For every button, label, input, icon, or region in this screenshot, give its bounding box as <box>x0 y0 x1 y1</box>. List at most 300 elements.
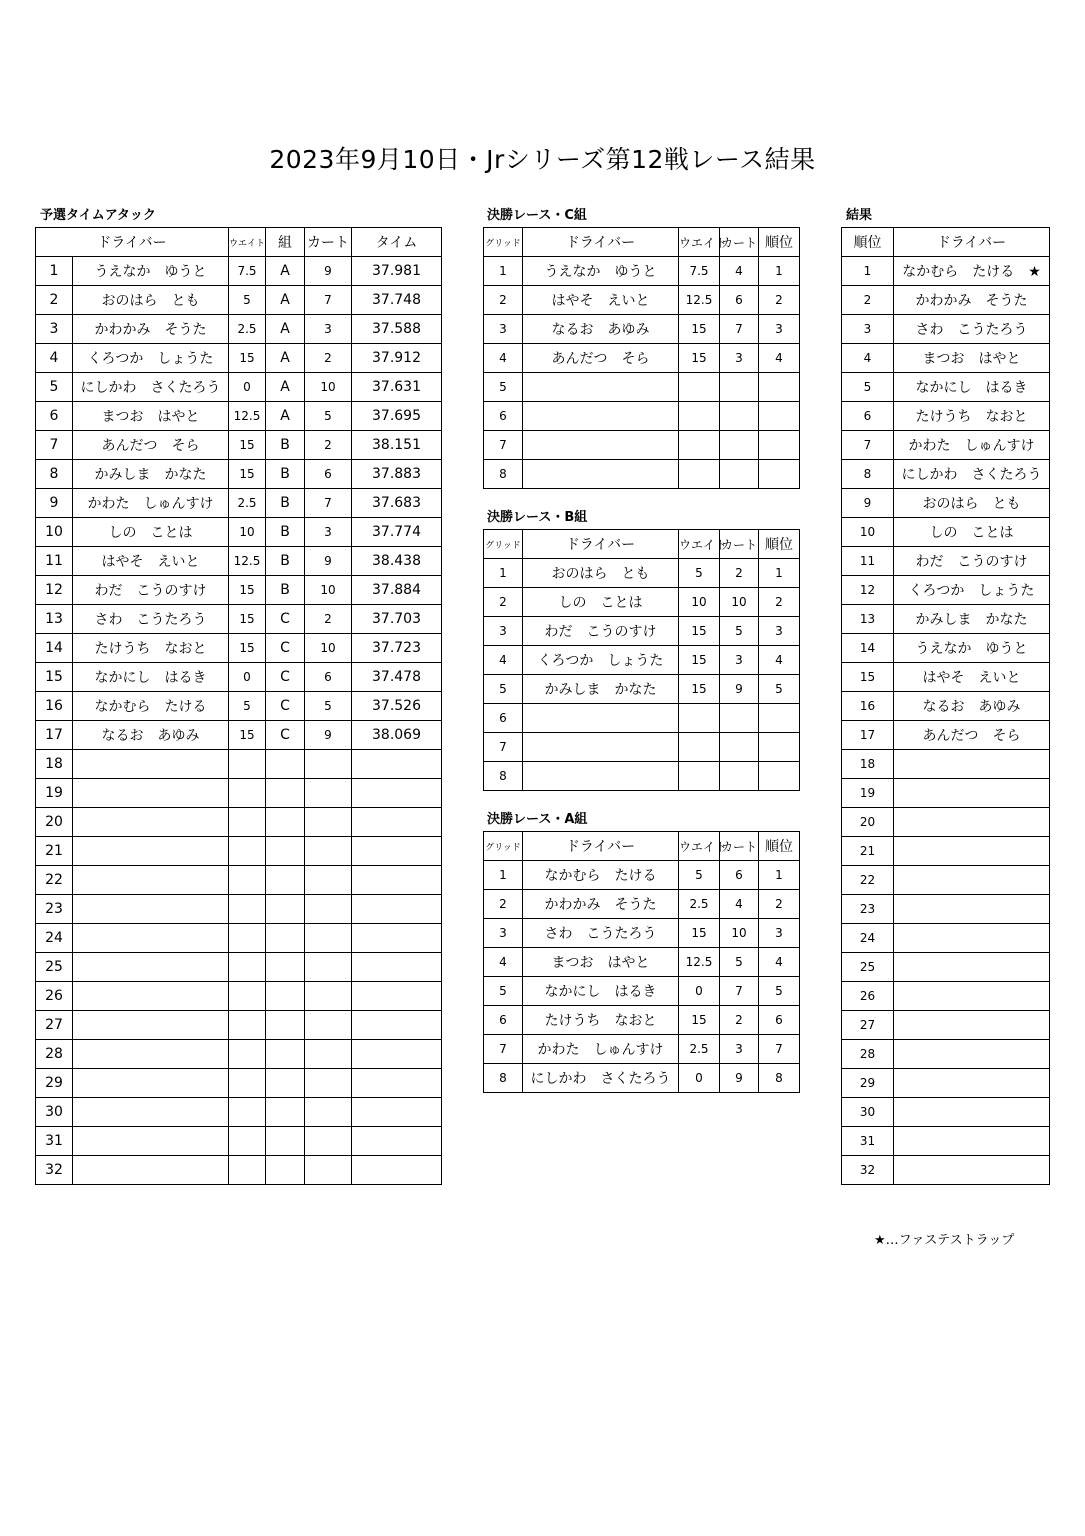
row-number: 2 <box>36 286 73 315</box>
grid-position: 6 <box>484 402 523 431</box>
result-rank: 12 <box>842 576 894 605</box>
grid-position: 3 <box>484 315 523 344</box>
table-row <box>842 1011 1050 1040</box>
finish-rank <box>759 704 800 733</box>
table-row <box>484 762 800 791</box>
driver-name: たけうち なおと <box>523 1006 679 1035</box>
row-number: 22 <box>36 866 73 895</box>
grid-position: 7 <box>484 431 523 460</box>
table-row <box>842 837 1050 866</box>
group-value <box>266 1011 305 1040</box>
group-value: B <box>266 576 305 605</box>
lap-time: 37.883 <box>352 460 442 489</box>
result-rank: 11 <box>842 547 894 576</box>
lap-time: 37.631 <box>352 373 442 402</box>
table-row <box>842 721 1050 750</box>
lap-time: 37.912 <box>352 344 442 373</box>
weight-value: 5 <box>229 692 266 721</box>
row-number: 25 <box>36 953 73 982</box>
weight-value: 12.5 <box>679 286 720 315</box>
header-rank: 順位 <box>842 228 894 257</box>
driver-name <box>73 837 229 866</box>
kart-number: 10 <box>720 919 759 948</box>
driver-name: あんだつ そら <box>523 344 679 373</box>
table-row <box>842 1127 1050 1156</box>
table-row <box>36 315 442 344</box>
group-value: B <box>266 547 305 576</box>
row-number: 5 <box>36 373 73 402</box>
table-row <box>36 982 442 1011</box>
table-row <box>36 605 442 634</box>
table-header-row <box>36 228 442 257</box>
weight-value: 2.5 <box>229 489 266 518</box>
driver-name <box>73 750 229 779</box>
driver-name: さわ こうたろう <box>894 315 1050 344</box>
lap-time <box>352 1040 442 1069</box>
lap-time: 37.774 <box>352 518 442 547</box>
driver-name: かわた しゅんすけ <box>73 489 229 518</box>
weight-value: 2.5 <box>229 315 266 344</box>
group-value: A <box>266 257 305 286</box>
group-value: A <box>266 402 305 431</box>
group-value: C <box>266 634 305 663</box>
kart-number: 3 <box>720 646 759 675</box>
kart-number <box>305 982 352 1011</box>
footnote: ★…ファステストラップ <box>874 1233 1015 1248</box>
result-rank: 20 <box>842 808 894 837</box>
table-row <box>36 1127 442 1156</box>
finish-rank: 4 <box>759 646 800 675</box>
table-row <box>842 257 1050 286</box>
finish-rank: 3 <box>759 617 800 646</box>
driver-name <box>523 762 679 791</box>
kart-number: 3 <box>305 518 352 547</box>
weight-value <box>679 704 720 733</box>
group-value: A <box>266 315 305 344</box>
finish-rank: 1 <box>759 861 800 890</box>
table-row <box>36 750 442 779</box>
result-rank: 22 <box>842 866 894 895</box>
table-row <box>842 344 1050 373</box>
kart-number: 2 <box>720 559 759 588</box>
result-rank: 3 <box>842 315 894 344</box>
driver-name: しの ことは <box>73 518 229 547</box>
row-number: 23 <box>36 895 73 924</box>
table-row <box>484 402 800 431</box>
driver-name: くろつか しょうた <box>523 646 679 675</box>
table-row <box>36 895 442 924</box>
kart-number <box>305 895 352 924</box>
driver-name: なかにし はるき <box>894 373 1050 402</box>
weight-value: 12.5 <box>229 402 266 431</box>
result-rank: 13 <box>842 605 894 634</box>
kart-number <box>720 733 759 762</box>
result-rank: 21 <box>842 837 894 866</box>
driver-name <box>73 895 229 924</box>
weight-value: 5 <box>229 286 266 315</box>
header-weight: ウエイト <box>229 228 266 257</box>
driver-name: たけうち なおと <box>73 634 229 663</box>
weight-value <box>229 982 266 1011</box>
driver-name <box>73 924 229 953</box>
kart-number: 2 <box>720 1006 759 1035</box>
weight-value: 15 <box>679 919 720 948</box>
header-driver: ドライバー <box>523 228 679 257</box>
table-row <box>842 460 1050 489</box>
group-value: B <box>266 518 305 547</box>
driver-name: うえなか ゆうと <box>894 634 1050 663</box>
finish-rank: 1 <box>759 559 800 588</box>
row-number: 7 <box>36 431 73 460</box>
row-number: 27 <box>36 1011 73 1040</box>
kart-number <box>720 431 759 460</box>
weight-value: 15 <box>229 634 266 663</box>
header-kart: カート <box>720 228 759 257</box>
final-c-table <box>483 227 800 489</box>
kart-number: 3 <box>720 1035 759 1064</box>
table-row <box>842 489 1050 518</box>
group-value: B <box>266 489 305 518</box>
driver-name <box>73 1156 229 1185</box>
result-rank: 14 <box>842 634 894 663</box>
lap-time <box>352 953 442 982</box>
weight-value <box>679 402 720 431</box>
result-rank: 2 <box>842 286 894 315</box>
finish-rank: 4 <box>759 948 800 977</box>
table-row <box>842 373 1050 402</box>
driver-name: くろつか しょうた <box>73 344 229 373</box>
table-row <box>842 1098 1050 1127</box>
lap-time: 37.695 <box>352 402 442 431</box>
row-number: 32 <box>36 1156 73 1185</box>
weight-value <box>229 866 266 895</box>
kart-number: 7 <box>305 489 352 518</box>
lap-time <box>352 1098 442 1127</box>
result-rank: 17 <box>842 721 894 750</box>
result-rank: 27 <box>842 1011 894 1040</box>
final-c-label: 決勝レース・C組 <box>487 208 587 223</box>
weight-value <box>229 750 266 779</box>
weight-value <box>679 373 720 402</box>
table-row <box>842 866 1050 895</box>
row-number: 15 <box>36 663 73 692</box>
kart-number <box>720 460 759 489</box>
driver-name: さわ こうたろう <box>523 919 679 948</box>
driver-name: くろつか しょうた <box>894 576 1050 605</box>
header-rank: 順位 <box>759 832 800 861</box>
table-row <box>36 663 442 692</box>
driver-name: かみしま かなた <box>73 460 229 489</box>
kart-number <box>305 866 352 895</box>
header-kart: カート <box>305 228 352 257</box>
table-row <box>484 704 800 733</box>
weight-value <box>229 1040 266 1069</box>
grid-position: 1 <box>484 861 523 890</box>
finish-rank: 8 <box>759 1064 800 1093</box>
table-row <box>36 1098 442 1127</box>
table-row <box>36 402 442 431</box>
driver-name <box>523 704 679 733</box>
weight-value: 15 <box>679 344 720 373</box>
result-rank: 28 <box>842 1040 894 1069</box>
group-value: A <box>266 344 305 373</box>
group-value <box>266 808 305 837</box>
driver-name: にしかわ さくたろう <box>73 373 229 402</box>
table-row <box>842 315 1050 344</box>
table-row <box>842 663 1050 692</box>
lap-time: 37.683 <box>352 489 442 518</box>
driver-name <box>894 837 1050 866</box>
weight-value <box>229 953 266 982</box>
lap-time <box>352 808 442 837</box>
group-value <box>266 982 305 1011</box>
lap-time: 37.478 <box>352 663 442 692</box>
kart-number: 5 <box>720 617 759 646</box>
driver-name: あんだつ そら <box>894 721 1050 750</box>
lap-time <box>352 924 442 953</box>
driver-name <box>523 733 679 762</box>
lap-time: 38.151 <box>352 431 442 460</box>
driver-name <box>523 373 679 402</box>
driver-name: かわかみ そうた <box>73 315 229 344</box>
header-driver: ドライバー <box>523 832 679 861</box>
lap-time <box>352 1156 442 1185</box>
row-number: 4 <box>36 344 73 373</box>
grid-position: 3 <box>484 919 523 948</box>
result-rank: 7 <box>842 431 894 460</box>
table-row <box>842 924 1050 953</box>
driver-name: まつお はやと <box>73 402 229 431</box>
weight-value: 15 <box>229 721 266 750</box>
finish-rank: 3 <box>759 919 800 948</box>
result-rank: 23 <box>842 895 894 924</box>
driver-name: わだ こうのすけ <box>523 617 679 646</box>
kart-number: 9 <box>720 675 759 704</box>
row-number: 30 <box>36 1098 73 1127</box>
grid-position: 2 <box>484 890 523 919</box>
weight-value: 5 <box>679 861 720 890</box>
header-grid: グリッド <box>484 228 523 257</box>
kart-number: 6 <box>305 663 352 692</box>
lap-time: 37.723 <box>352 634 442 663</box>
header-time: タイム <box>352 228 442 257</box>
kart-number: 5 <box>720 948 759 977</box>
driver-name: なかにし はるき <box>523 977 679 1006</box>
driver-name <box>73 808 229 837</box>
kart-number <box>305 779 352 808</box>
driver-name: まつお はやと <box>523 948 679 977</box>
row-number: 31 <box>36 1127 73 1156</box>
driver-name <box>894 1040 1050 1069</box>
weight-value: 15 <box>679 675 720 704</box>
driver-name: かわかみ そうた <box>523 890 679 919</box>
table-row <box>484 617 800 646</box>
finish-rank: 4 <box>759 344 800 373</box>
kart-number: 9 <box>305 547 352 576</box>
table-row <box>842 1069 1050 1098</box>
header-grid: グリッド <box>484 530 523 559</box>
header-kart: カート <box>720 530 759 559</box>
weight-value: 15 <box>229 460 266 489</box>
result-label: 結果 <box>846 208 873 223</box>
driver-name: うえなか ゆうと <box>523 257 679 286</box>
driver-name: はやそ えいと <box>523 286 679 315</box>
kart-number <box>305 1098 352 1127</box>
weight-value <box>229 924 266 953</box>
driver-name: なかにし はるき <box>73 663 229 692</box>
group-value: C <box>266 663 305 692</box>
final-a-label: 決勝レース・A組 <box>487 812 588 827</box>
driver-name <box>73 866 229 895</box>
weight-value <box>229 837 266 866</box>
page-title: 2023年9月10日・Jrシリーズ第12戦レース結果 <box>269 145 816 174</box>
grid-position: 4 <box>484 948 523 977</box>
grid-position: 8 <box>484 1064 523 1093</box>
weight-value: 15 <box>229 344 266 373</box>
table-row <box>484 559 800 588</box>
driver-name: おのはら とも <box>73 286 229 315</box>
weight-value: 15 <box>679 315 720 344</box>
group-value <box>266 895 305 924</box>
lap-time: 37.748 <box>352 286 442 315</box>
kart-number <box>305 808 352 837</box>
driver-name <box>894 1069 1050 1098</box>
kart-number: 10 <box>305 634 352 663</box>
driver-name: かみしま かなた <box>523 675 679 704</box>
table-row <box>36 779 442 808</box>
weight-value: 15 <box>679 1006 720 1035</box>
driver-name <box>894 779 1050 808</box>
driver-name <box>894 1098 1050 1127</box>
driver-name: にしかわ さくたろう <box>894 460 1050 489</box>
result-rank: 24 <box>842 924 894 953</box>
weight-value: 15 <box>229 431 266 460</box>
table-row <box>36 1069 442 1098</box>
result-rank: 5 <box>842 373 894 402</box>
table-row <box>484 373 800 402</box>
table-row <box>36 692 442 721</box>
result-rank: 31 <box>842 1127 894 1156</box>
kart-number: 6 <box>720 861 759 890</box>
driver-name <box>73 1040 229 1069</box>
table-row <box>484 460 800 489</box>
weight-value: 12.5 <box>679 948 720 977</box>
weight-value: 15 <box>229 605 266 634</box>
table-row <box>842 692 1050 721</box>
kart-number: 10 <box>720 588 759 617</box>
group-value: C <box>266 721 305 750</box>
result-rank: 10 <box>842 518 894 547</box>
weight-value: 0 <box>679 977 720 1006</box>
result-rank: 8 <box>842 460 894 489</box>
row-number: 16 <box>36 692 73 721</box>
driver-name <box>73 1011 229 1040</box>
table-row <box>484 646 800 675</box>
kart-number: 10 <box>305 576 352 605</box>
table-row <box>484 861 800 890</box>
weight-value: 15 <box>679 646 720 675</box>
kart-number: 9 <box>305 721 352 750</box>
grid-position: 5 <box>484 373 523 402</box>
weight-value <box>229 1069 266 1098</box>
kart-number: 4 <box>720 890 759 919</box>
driver-name: なるお あゆみ <box>73 721 229 750</box>
table-row <box>36 489 442 518</box>
lap-time <box>352 982 442 1011</box>
kart-number <box>305 924 352 953</box>
weight-value: 0 <box>229 373 266 402</box>
group-value: B <box>266 460 305 489</box>
table-row <box>36 344 442 373</box>
header-weight: ウエイト <box>679 530 720 559</box>
grid-position: 1 <box>484 257 523 286</box>
table-row <box>842 547 1050 576</box>
kart-number: 6 <box>305 460 352 489</box>
group-value: C <box>266 605 305 634</box>
table-row <box>36 257 442 286</box>
lap-time <box>352 866 442 895</box>
result-rank: 6 <box>842 402 894 431</box>
driver-name <box>73 1069 229 1098</box>
table-row <box>36 547 442 576</box>
row-number: 13 <box>36 605 73 634</box>
driver-name: あんだつ そら <box>73 431 229 460</box>
lap-time: 37.526 <box>352 692 442 721</box>
table-row <box>36 1011 442 1040</box>
result-rank: 19 <box>842 779 894 808</box>
kart-number <box>305 1127 352 1156</box>
driver-name <box>73 953 229 982</box>
table-row <box>842 982 1050 1011</box>
grid-position: 7 <box>484 1035 523 1064</box>
group-value <box>266 1156 305 1185</box>
grid-position: 3 <box>484 617 523 646</box>
table-row <box>36 953 442 982</box>
driver-name: はやそ えいと <box>894 663 1050 692</box>
result-rank: 9 <box>842 489 894 518</box>
driver-name: しの ことは <box>894 518 1050 547</box>
table-row <box>36 837 442 866</box>
table-row <box>484 1006 800 1035</box>
lap-time <box>352 1127 442 1156</box>
result-rank: 32 <box>842 1156 894 1185</box>
table-header-row <box>484 530 800 559</box>
group-value <box>266 1040 305 1069</box>
result-rank: 16 <box>842 692 894 721</box>
driver-name: にしかわ さくたろう <box>523 1064 679 1093</box>
table-row <box>484 919 800 948</box>
grid-position: 6 <box>484 704 523 733</box>
driver-name <box>894 866 1050 895</box>
grid-position: 8 <box>484 460 523 489</box>
kart-number: 2 <box>305 431 352 460</box>
driver-name <box>894 750 1050 779</box>
table-row <box>36 924 442 953</box>
table-header-row <box>842 228 1050 257</box>
header-driver: ドライバー <box>36 228 229 257</box>
row-number: 9 <box>36 489 73 518</box>
driver-name: かわかみ そうた <box>894 286 1050 315</box>
table-row <box>484 733 800 762</box>
header-grid: グリッド <box>484 832 523 861</box>
weight-value: 5 <box>679 559 720 588</box>
table-row <box>842 895 1050 924</box>
header-driver: ドライバー <box>523 530 679 559</box>
grid-position: 4 <box>484 344 523 373</box>
table-row <box>484 257 800 286</box>
driver-name <box>894 808 1050 837</box>
header-weight: ウエイト <box>679 228 720 257</box>
